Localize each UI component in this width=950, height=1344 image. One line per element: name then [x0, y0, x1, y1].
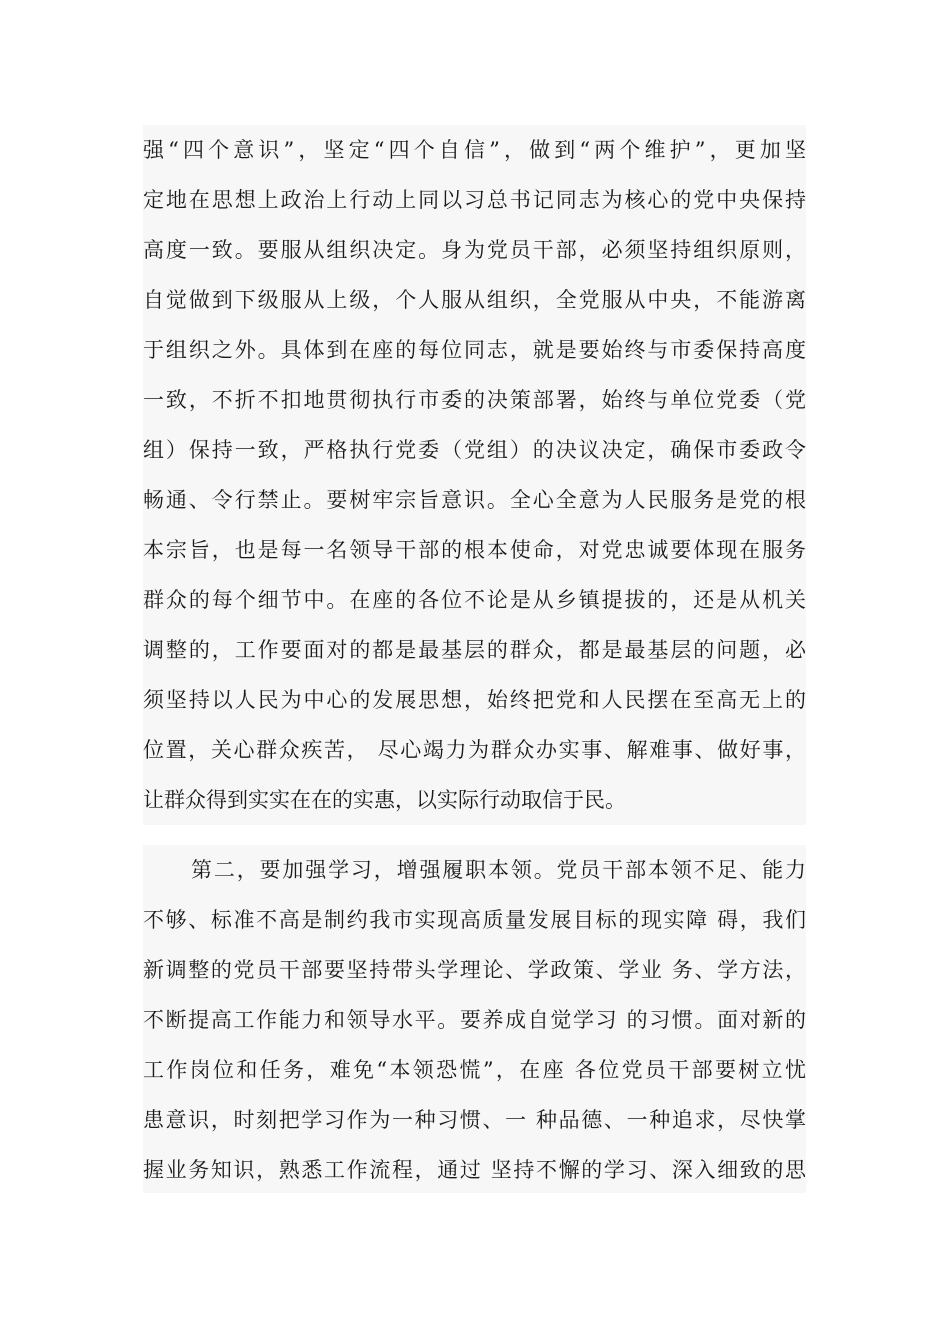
text-line: 不断提高工作能力和领导水平。要养成自觉学习 的习惯。面对新的 [143, 1008, 806, 1032]
text-line: 须坚持以人民为中心的发展思想，始终把党和人民摆在至高无上的 [143, 688, 806, 712]
text-line: 握业务知识，熟悉工作流程，通过 坚持不懈的学习、深入细致的思 [143, 1158, 806, 1182]
text-line: 畅通、令行禁止。要树牢宗旨意识。全心全意为人民服务是党的根 [143, 488, 806, 512]
text-line: 新调整的党员干部要坚持带头学理论、学政策、学业 务、学方法， [143, 958, 806, 982]
text-line: 强“四个意识”，坚定“四个自信”，做到“两个维护”，更加坚 [143, 138, 806, 162]
text-line: 第二，要加强学习，增强履职本领。党员干部本领不足、能力 [191, 858, 806, 882]
text-line: 本宗旨，也是每一名领导干部的根本使命，对党忠诚要体现在服务 [143, 538, 806, 562]
text-line: 让群众得到实实在在的实惠，以实际行动取信于民。 [143, 788, 626, 812]
text-line: 于组织之外。具体到在座的每位同志，就是要始终与市委保持高度 [143, 338, 806, 362]
text-line: 工作岗位和任务，难免“本领恐慌”，在座 各位党员干部要树立忧 [143, 1058, 806, 1082]
text-line: 群众的每个细节中。在座的各位不论是从乡镇提拔的，还是从机关 [143, 588, 806, 612]
text-line: 患意识，时刻把学习作为一种习惯、一 种品德、一种追求，尽快掌 [143, 1108, 806, 1132]
text-line: 自觉做到下级服从上级，个人服从组织，全党服从中央，不能游离 [143, 288, 806, 312]
text-line: 高度一致。要服从组织决定。身为党员干部，必须坚持组织原则， [143, 238, 806, 262]
text-line: 不够、标准不高是制约我市实现高质量发展目标的现实障 碍，我们 [143, 908, 806, 932]
text-line: 组）保持一致，严格执行党委（党组）的决议决定，确保市委政令 [143, 438, 806, 462]
paragraph-2 [143, 845, 806, 1193]
text-line: 位置，关心群众疾苦， 尽心竭力为群众办实事、解难事、做好事， [143, 738, 806, 762]
paragraph-1 [143, 125, 806, 825]
text-line: 定地在思想上政治上行动上同以习总书记同志为核心的党中央保持 [143, 188, 806, 212]
text-line: 一致，不折不扣地贯彻执行市委的决策部署，始终与单位党委（党 [143, 388, 806, 412]
text-line: 调整的，工作要面对的都是最基层的群众，都是最基层的问题，必 [143, 638, 806, 662]
